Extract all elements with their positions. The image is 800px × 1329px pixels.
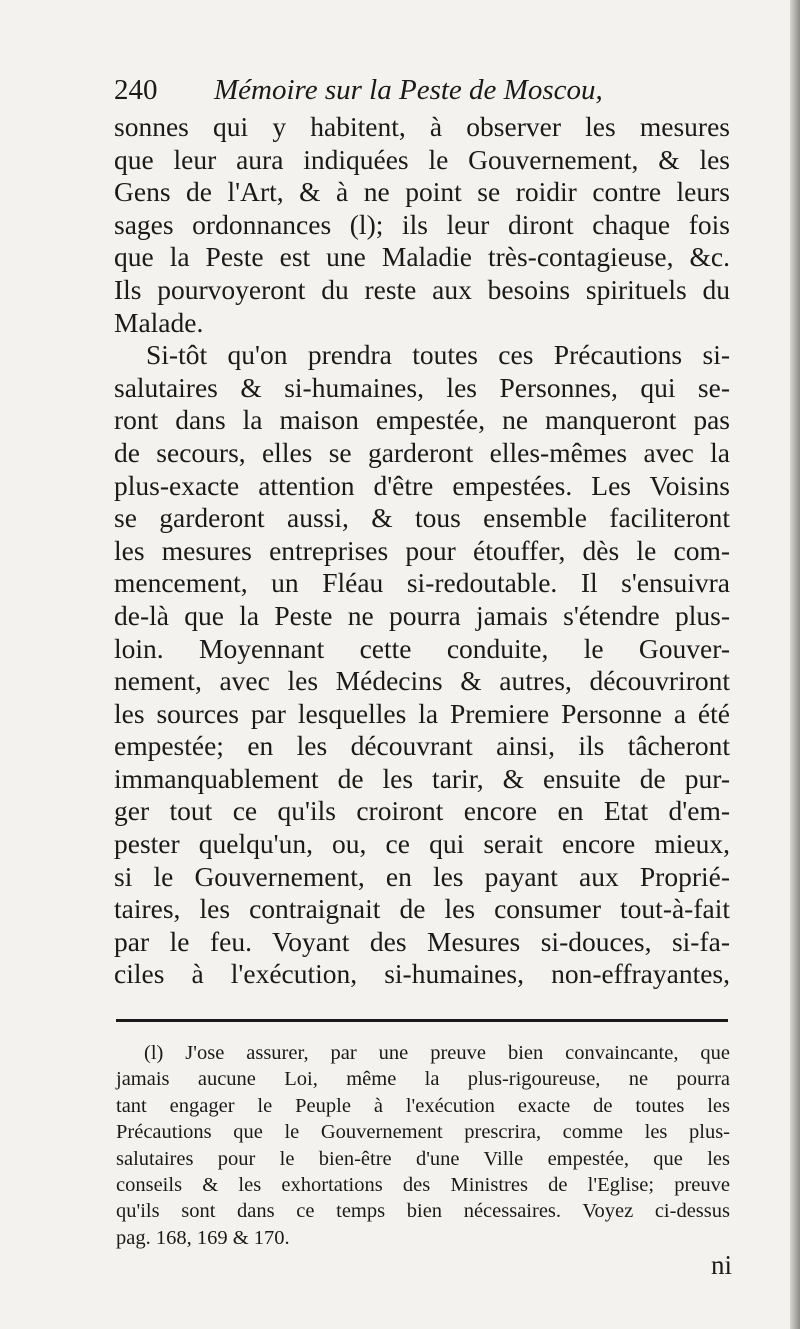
text-line: se garderont aussi, & tous ensemble faciliteront [114,502,730,534]
text-line: loin. Moyennant cette conduite, le Gouver- [114,632,730,664]
catchword: ni [710,1250,732,1280]
text-line: que la Peste est une Maladie très-contagieuse, &c. [114,241,730,273]
text-line: empestée; en les découvrant ainsi, ils tâcheront [114,730,730,762]
footnote-line: jamais aucune Loi, même la plus-rigoureuse, ne pourra [116,1068,730,1091]
footnote [116,1040,730,1251]
footnote-line: salutaires pour le bien-être d'une Ville empestée, que les [116,1147,730,1170]
page-edge-shadow [790,0,800,1329]
text-line: les sources par lesquelles la Premiere Personne a été [114,697,730,729]
main-text [114,111,730,991]
footnote-line: tant engager le Peuple à l'exécution exacte de toutes les [116,1094,730,1117]
footnote-line: qu'ils sont dans ce temps bien nécessaires. Voyez ci-dessus [116,1200,730,1223]
text-line: Gens de l'Art, & à ne point se roidir contre leurs [114,176,730,208]
text-line: plus-exacte attention d'être empestées. Les Voisins [114,469,730,501]
text-line: ciles à l'exécution, si-humaines, non-effrayantes, [114,958,730,990]
text-line: de secours, elles se garderont elles-mêmes avec la [114,436,730,468]
text-line: ront dans la maison empestée, ne manqueront pas [114,404,730,436]
text-line: si le Gouvernement, en les payant aux Proprié- [114,860,730,892]
text-line: Ils pourvoyeront du reste aux besoins spirituels du [114,273,730,305]
footnote-line: (l) J'ose assurer, par une preuve bien convaincante, que [144,1042,730,1064]
text-line: par le feu. Voyant des Mesures si-douces, si-fa- [114,925,730,957]
text-line: les mesures entreprises pour étouffer, dès le com- [114,534,730,566]
text-line: sages ordonnances (l); ils leur diront chaque fois [114,208,730,240]
text-line: que leur aura indiquées le Gouvernement, & les [114,143,730,175]
text-line: Malade. [114,306,204,338]
footnote-line: Précautions que le Gouvernement prescrira, comme les plus- [116,1121,730,1144]
footnote-rule [116,1019,728,1022]
running-title: Mémoire sur la Peste de Moscou, [214,74,603,106]
text-line: immanquablement de les tarir, & ensuite de pur- [114,762,730,794]
page-header [114,70,634,110]
text-line: nement, avec les Médecins & autres, découvriront [114,665,730,697]
text-line: taires, les contraignait de les consumer tout-à-fait [114,893,730,925]
text-line: pester quelqu'un, ou, ce qui serait encore mieux, [114,828,730,860]
text-line: ger tout ce qu'ils croiront encore en Etat d'em- [114,795,730,827]
footnote-line: pag. 168, 169 & 170. [116,1226,290,1249]
text-line: sonnes qui y habitent, à observer les mesures [114,111,730,142]
text-line: de-là que la Peste ne pourra jamais s'étendre plus- [114,599,730,631]
text-line: salutaires & si-humaines, les Personnes, qui se- [114,371,730,403]
footnote-line: conseils & les exhortations des Ministres de l'Eglise; preuve [116,1173,730,1196]
text-line: Si-tôt qu'on prendra toutes ces Précautions si- [146,339,730,371]
text-line: mencement, un Fléau si-redoutable. Il s'ensuivra [114,567,730,599]
page-number: 240 [114,74,158,106]
